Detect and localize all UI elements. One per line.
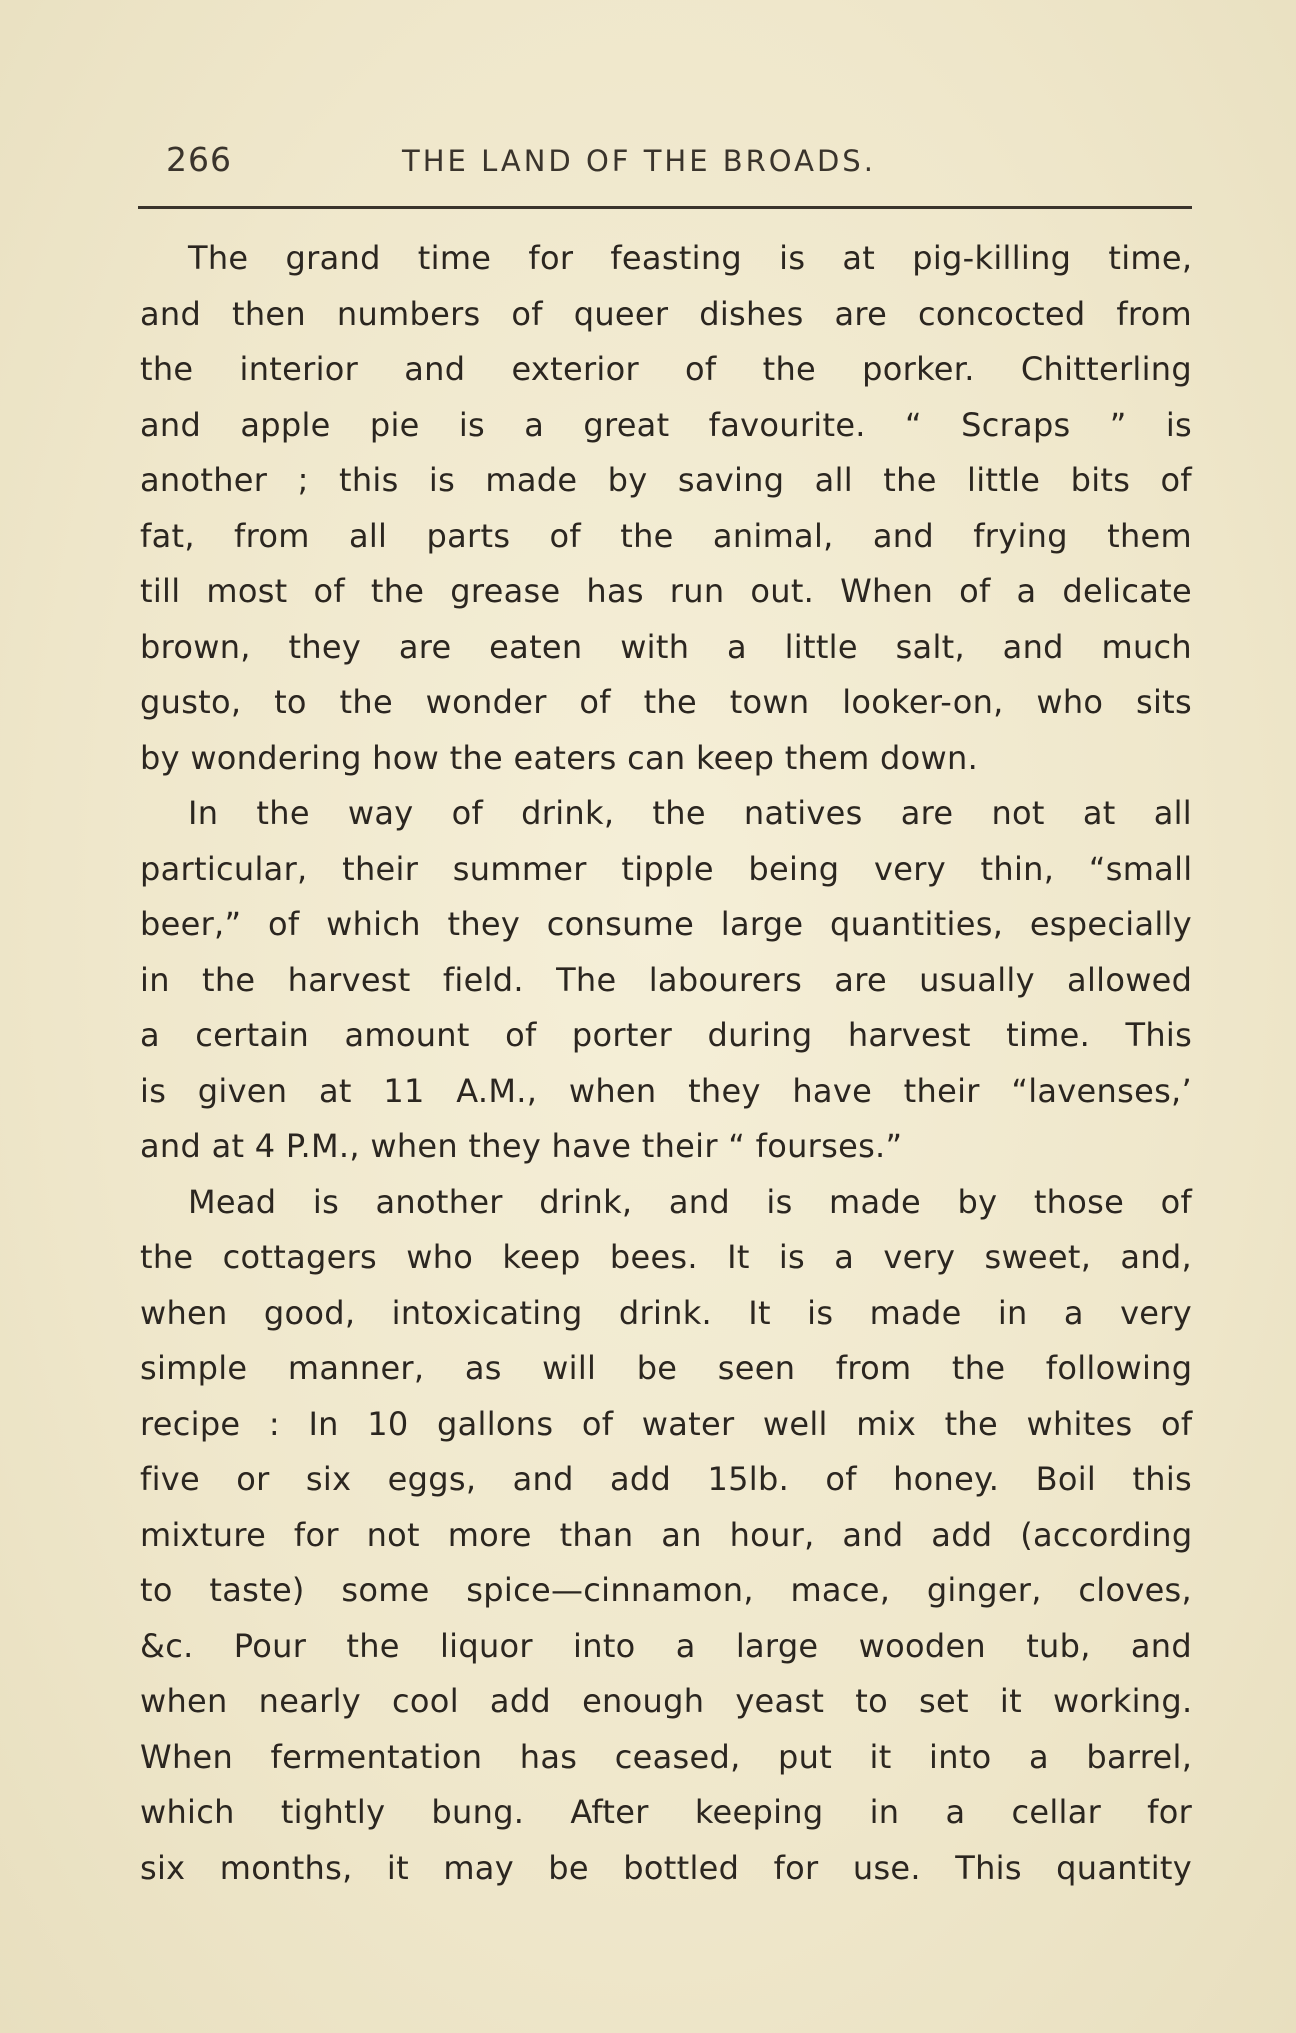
text-line: and then numbers of queer dishes are concocted from xyxy=(140,294,1192,333)
text-line: gusto, to the wonder of the town looker-on, who sits xyxy=(140,683,1192,721)
text-line: is given at 11 A.M., when they have their “lavenses,’ xyxy=(140,1071,1192,1110)
running-title: THE LAND OF THE BROADS. xyxy=(402,144,876,178)
text-line: Mead is another drink, and is made by those of xyxy=(188,1182,1193,1221)
text-line: beer,” of which they consume large quantities, especially xyxy=(140,905,1192,943)
text-line: and at 4 P.M., when they have their “ fourses.” xyxy=(140,1127,903,1165)
text-line: when good, intoxicating drink. It is made in a very xyxy=(140,1293,1192,1332)
text-line: The grand time for feasting is at pig-killing time, xyxy=(188,239,1193,277)
text-line: which tightly bung. After keeping in a cellar for xyxy=(140,1793,1193,1831)
paragraph-pig-killing xyxy=(140,231,1192,786)
text-line: the cottagers who keep bees. It is a very sweet, and, xyxy=(140,1238,1192,1276)
body-text xyxy=(140,231,1192,1896)
text-line: When fermentation has ceased, put it into a barrel, xyxy=(140,1737,1193,1776)
text-line: fat, from all parts of the animal, and frying them xyxy=(140,516,1193,555)
text-line: five or six eggs, and add 15lb. of honey. Boil this xyxy=(140,1460,1192,1498)
text-line: six months, it may be bottled for use. This quantity xyxy=(140,1848,1192,1887)
text-line: and apple pie is a great favourite. “ Scraps ” is xyxy=(140,405,1192,444)
text-line: simple manner, as will be seen from the following xyxy=(140,1349,1193,1387)
header-rule xyxy=(138,206,1192,209)
text-line: particular, their summer tipple being very thin, “small xyxy=(140,849,1193,888)
text-line: another ; this is made by saving all the little bits of xyxy=(140,461,1192,499)
text-line: a certain amount of porter during harvest time. This xyxy=(140,1016,1193,1054)
text-line: till most of the grease has run out. When of a delicate xyxy=(140,572,1192,610)
text-line: the interior and exterior of the porker. Chitterling xyxy=(140,350,1192,388)
page-number: 266 xyxy=(166,140,232,179)
text-line: by wondering how the eaters can keep them down. xyxy=(140,738,979,777)
text-line: to taste) some spice—cinnamon, mace, ginger, cloves, xyxy=(140,1571,1193,1609)
text-line: in the harvest field. The labourers are usually allowed xyxy=(140,960,1193,999)
text-line: In the way of drink, the natives are not at all xyxy=(188,794,1192,832)
page-header xyxy=(146,140,1194,190)
text-line: brown, they are eaten with a little salt, and much xyxy=(140,627,1192,666)
text-line: when nearly cool add enough yeast to set it working. xyxy=(140,1682,1193,1720)
paragraph-drink xyxy=(140,786,1192,1175)
text-line: &c. Pour the liquor into a large wooden tub, and xyxy=(140,1626,1192,1665)
paragraph-mead xyxy=(140,1175,1192,1897)
text-line: recipe : In 10 gallons of water well mix the whites of xyxy=(140,1404,1193,1443)
text-line: mixture for not more than an hour, and add (according xyxy=(140,1515,1193,1554)
